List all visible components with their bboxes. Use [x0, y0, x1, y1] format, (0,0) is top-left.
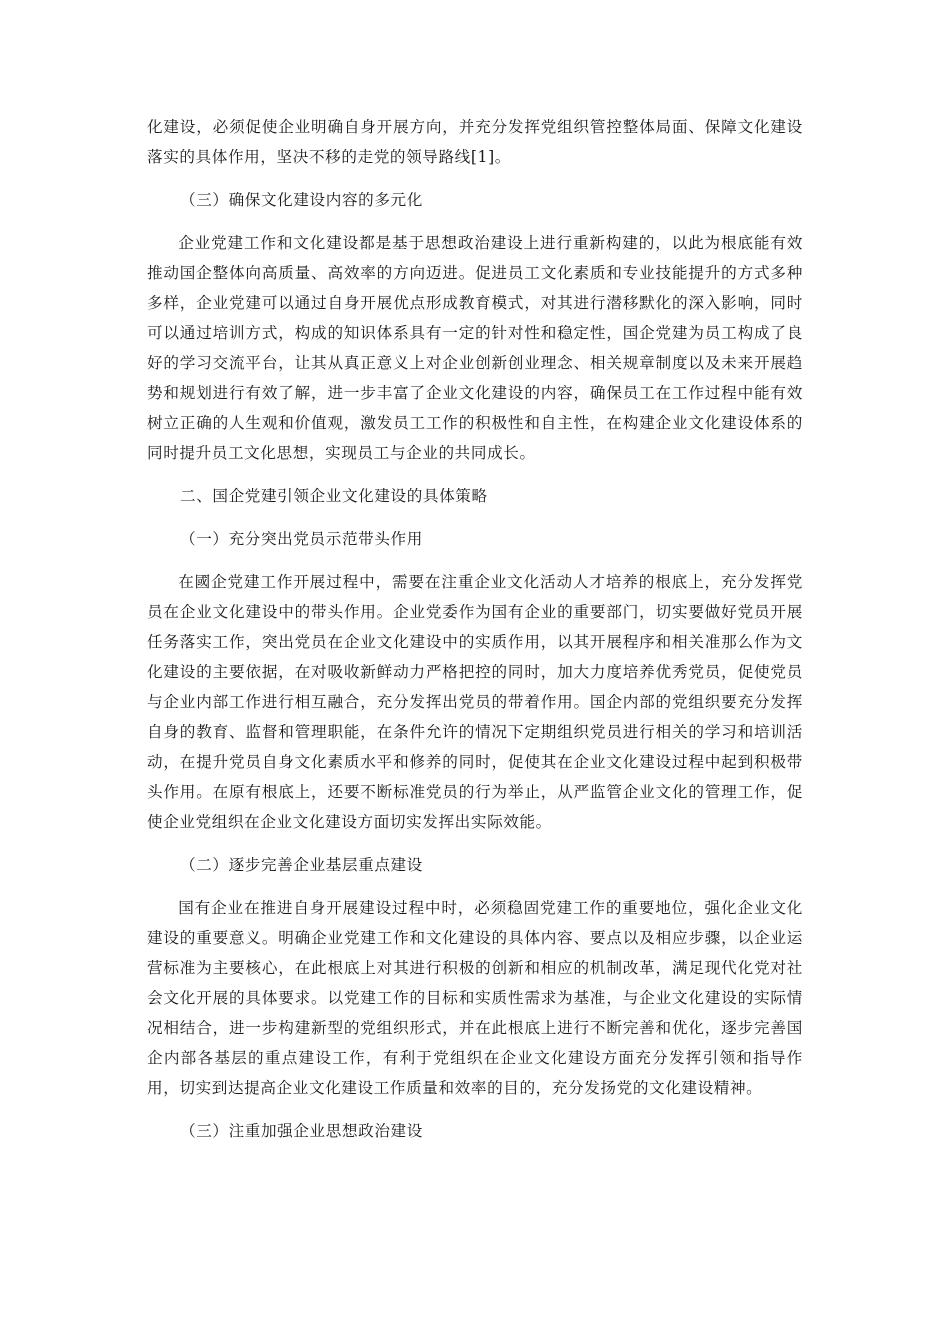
- paragraph-grassroots: 国有企业在推进自身开展建设过程中时，必须稳固党建工作的重要地位，强化企业文化建设的重要意义。明确企业党建工作和文化建设的具体内容、要点以及相应步骤，以企业运营标准为主要核心，在此根底上对其进行积极的创新和相应的机制改革，满足现代化党对社会文化开展的具体要求。以党建工作的目标和实质性需求为基准，与企业文化建设的实际情况相结合，进一步构建新型的党组织形式，并在此根底上进行不断完善和优化，逐步完善国企内部各基层的重点建设工作，有利于党组织在企业文化建设方面充分发挥引领和指导作用，切实到达提高企业文化建设工作质量和效率的目的，充分发扬党的文化建设精神。: [147, 899, 803, 1097]
- section-heading-ideological: （三）注重加强企业思想政治建设: [180, 1122, 423, 1140]
- chapter-heading-strategies: 二、国企党建引领企业文化建设的具体策略: [180, 487, 488, 505]
- paragraph-diversify-content: 企业党建工作和文化建设都是基于思想政治建设上进行重新构建的，以此为根底能有效推动国企整体向高质量、高效率的方向迈进。促进员工文化素质和专业技能提升的方式多种多样，企业党建可以通过自身开展优点形成教育模式，对其进行潜移默化的深入影响，同时可以通过培训方式，构成的知识体系具有一定的针对性和稳定性，国企党建为员工构成了良好的学习交流平台，让其从真正意义上对企业创新创业理念、相关规章制度以及未来开展趋势和规划进行有效了解，进一步丰富了企业文化建设的内容，确保员工在工作过程中能有效树立正确的人生观和价值观，激发员工工作的积极性和自主性，在构建企业文化建设体系的同时提升员工文化思想，实现员工与企业的共同成长。: [147, 234, 803, 462]
- section-heading-diversify-content: （三）确保文化建设内容的多元化: [180, 191, 423, 209]
- section-heading-party-members: （一）充分突出党员示范带头作用: [180, 530, 423, 548]
- section-heading-grassroots: （二）逐步完善企业基层重点建设: [180, 856, 423, 874]
- paragraph-party-members: 在國企党建工作开展过程中，需要在注重企业文化活动人才培养的根底上，充分发挥党员在企业文化建设中的带头作用。企业党委作为国有企业的重要部门，切实要做好党员开展任务落实工作，突出党员在企业文化建设中的实质作用，以其开展程序和相关准那么作为文化建设的主要依据，在对吸收新鲜动力严格把控的同时，加大力度培养优秀党员，促使党员与企业内部工作进行相互融合，充分发挥出党员的带着作用。国企内部的党组织要充分发挥自身的教育、监督和管理职能，在条件允许的情况下定期组织党员进行相关的学习和培训活动，在提升党员自身文化素质水平和修养的同时，促使其在企业文化建设过程中起到积极带头作用。在原有根底上，还要不断标准党员的行为举止，从严监管企业文化的管理工作，促使企业党组织在企业文化建设方面切实发挥出实际效能。: [147, 573, 803, 831]
- paragraph-continuation: 化建设，必须促使企业明确自身开展方向，并充分发挥党组织管控整体局面、保障文化建设落实的具体作用，坚决不移的走党的领导路线[1]。: [147, 118, 803, 166]
- document-body: [147, 112, 803, 1146]
